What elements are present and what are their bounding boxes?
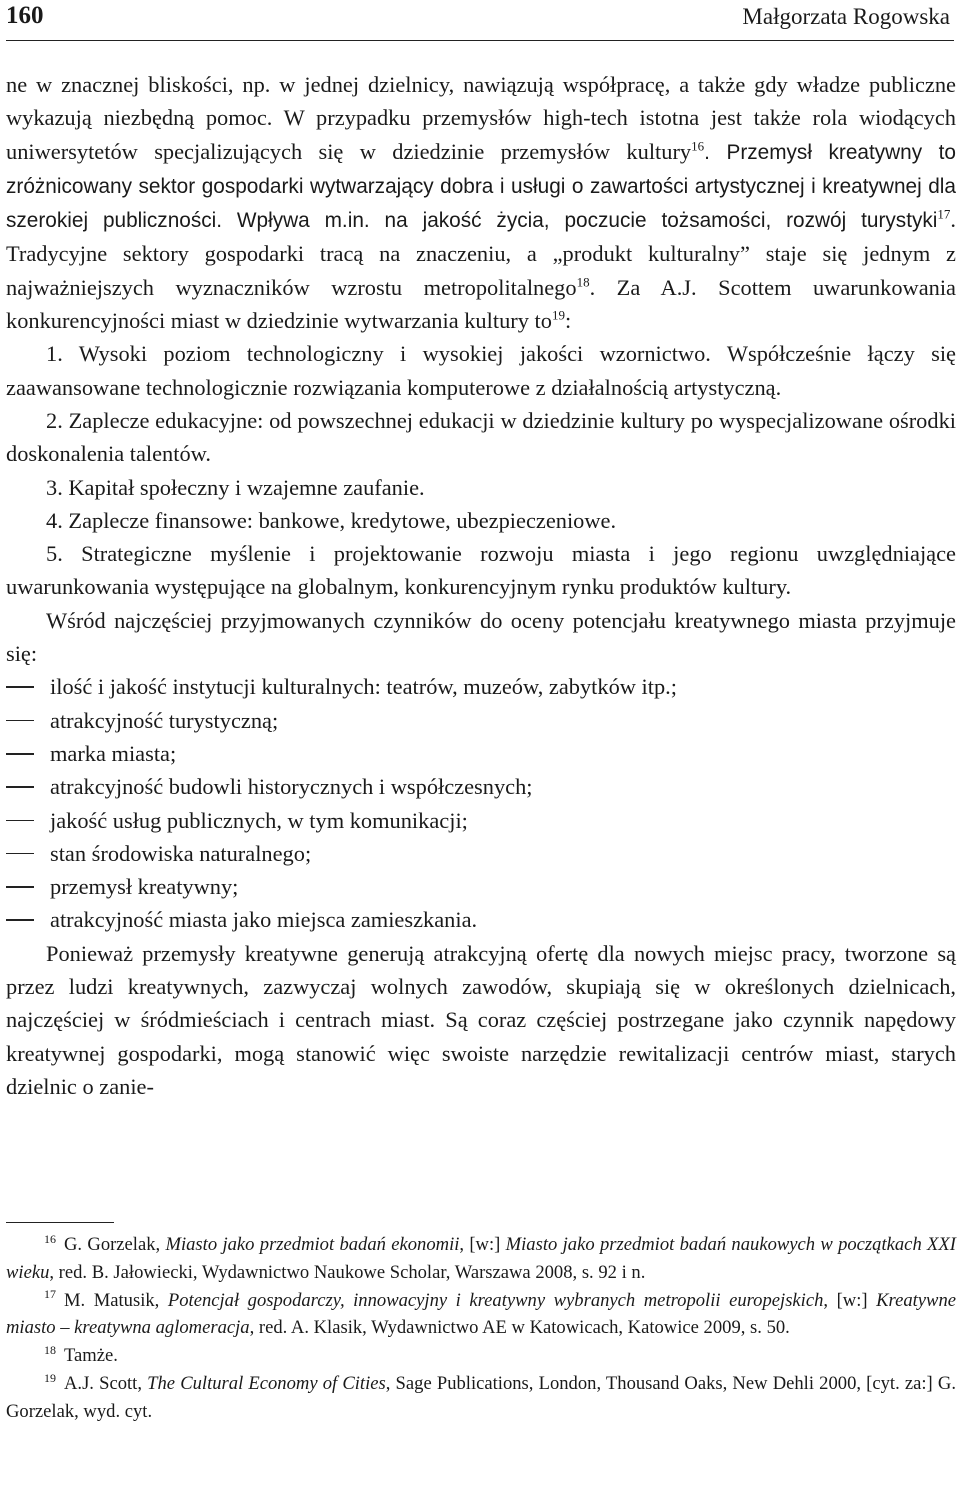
footnote-text: , [w:] bbox=[823, 1289, 877, 1311]
footnote-ref[interactable]: 19 bbox=[551, 307, 565, 323]
footnote-17 bbox=[6, 1287, 956, 1343]
dash-list-item bbox=[6, 804, 956, 837]
text-segment: . Przemysł kreatywny to zróżnicowany sektor gospodarki wytwarzający dobra i usługi o zawartości artystycznej i kreatywnej dla szerokiej publiczności. Wpływa m.in. na jakość życia, poczucie tożsamości, rozwój turystyki bbox=[6, 140, 956, 233]
dash-list-item bbox=[6, 737, 956, 770]
dash-bullet-icon bbox=[6, 753, 34, 755]
footnote-title: Miasto jako przedmiot badań ekonomii bbox=[165, 1234, 460, 1255]
footnote-number: 17 bbox=[44, 1287, 56, 1302]
dash-bullet-icon bbox=[6, 820, 34, 822]
dash-bullet-icon bbox=[6, 720, 34, 722]
dash-list-item bbox=[6, 670, 956, 703]
dash-list-item-text: ilość i jakość instytucji kulturalnych: teatrów, muzeów, zabytków itp.; bbox=[50, 674, 678, 700]
footnote-ref[interactable]: 16 bbox=[691, 138, 705, 154]
footnote-title: Potencjał gospodarczy, innowacyjny i kreatywny wybranych metropolii europejskich bbox=[167, 1289, 824, 1311]
dash-list-item bbox=[6, 903, 956, 936]
footnote-text: G. Gorzelak, bbox=[64, 1234, 166, 1255]
footnote-title: Kreatywne miasto – kreatywna aglomeracja bbox=[6, 1289, 956, 1339]
footnote-title: Miasto jako przedmiot badań naukowych w początkach XXI wieku bbox=[6, 1234, 956, 1283]
footnote-number: 19 bbox=[44, 1370, 56, 1385]
page-number: 160 bbox=[6, 2, 44, 29]
dash-list-item-text: jakość usług publicznych, w tym komunikacji; bbox=[50, 807, 468, 833]
footnote-text: , Sage Publications, London, Thousand Oaks, New Dehli 2000, [cyt. za:] G. Gorzelak, wyd. cyt. bbox=[6, 1372, 956, 1422]
footnote-18 bbox=[6, 1342, 956, 1370]
footnote-text: A.J. Scott, bbox=[64, 1372, 148, 1394]
dash-list-item-text: stan środowiska naturalnego; bbox=[50, 840, 312, 866]
text-segment: : bbox=[564, 308, 572, 334]
text-segment: . Tradycyjne sektory gospodarki tracą na znaczeniu, a „produkt kulturalny” staje się jednym z najważniejszych wyznaczników wzrostu metropolitalnego bbox=[6, 207, 956, 300]
dash-list-item-text: atrakcyjność budowli historycznych i współczesnych; bbox=[50, 774, 533, 800]
footnote-number: 16 bbox=[44, 1231, 56, 1246]
dash-list-item-text: atrakcyjność turystyczną; bbox=[50, 707, 279, 733]
footnote-ref[interactable]: 17 bbox=[937, 206, 951, 222]
dash-bullet-icon bbox=[6, 886, 34, 888]
running-author: Małgorzata Rogowska bbox=[742, 4, 950, 29]
dash-list-item-text: marka miasta; bbox=[50, 740, 177, 766]
running-header bbox=[6, 0, 954, 41]
footnote-text: , [w:] bbox=[459, 1234, 506, 1255]
dash-list-item-text: atrakcyjność miasta jako miejsca zamieszkania. bbox=[50, 907, 478, 933]
main-text bbox=[6, 68, 956, 1103]
footnote-text: , red. A. Klasik, Wydawnictwo AE w Katowicach, Katowice 2009, s. 50. bbox=[249, 1317, 790, 1339]
footnote-title: The Cultural Economy of Cities bbox=[147, 1372, 386, 1394]
numbered-item: 1. Wysoki poziom technologiczny i wysokiej jakości wzornictwo. Współcześnie łączy się zaawansowane technologicznie rozwiązania komputerowe z działalnością artystyczną. bbox=[6, 341, 956, 400]
footnote-19 bbox=[6, 1370, 956, 1426]
numbered-item: 4. Zaplecze finansowe: bankowe, kredytowe, ubezpieczeniowe. bbox=[46, 507, 617, 533]
numbered-item: 3. Kapitał społeczny i wzajemne zaufanie. bbox=[46, 474, 425, 500]
footnote-16 bbox=[6, 1231, 956, 1287]
footnote-text: M. Matusik, bbox=[64, 1289, 168, 1311]
text-segment: ne w znacznej bliskości, np. w jednej dzielnicy, nawiązują współpracę, a także gdy władze publiczne wykazują niezbędną pomoc. W przypadku przemysłów high-tech istotna jest także rola wiodących uniwersytetów specjalizujących się w dziedzinie przemysłów kultury bbox=[6, 72, 956, 164]
paragraph-conclusion: Ponieważ przemysły kreatywne generują atrakcyjną ofertę dla nowych miejsc pracy, tworzone są przez ludzi kreatywnych, zazwyczaj wolnych zawodów, skupiają się w określonych dzielnicach, najczęściej w śródmieściach i centrach miast. Są coraz częściej postrzegane jako czynnik napędowy kreatywnej gospodarki, mogą stanowić więc swoiste narzędzie rewitalizacji centrów miast, starych dzielnic o zanie- bbox=[6, 940, 956, 1099]
dash-list-item bbox=[6, 704, 956, 737]
dash-bullet-icon bbox=[6, 853, 34, 855]
dash-list-item bbox=[6, 770, 956, 803]
dash-list-item bbox=[6, 837, 956, 870]
footnote-text: Tamże. bbox=[64, 1345, 118, 1367]
footnotes bbox=[6, 1231, 956, 1426]
footnote-text: , red. B. Jałowiecki, Wydawnictwo Naukowe Scholar, Warszawa 2008, s. 92 i n. bbox=[49, 1261, 646, 1283]
footnote-separator bbox=[6, 1222, 114, 1223]
dash-bullet-icon bbox=[6, 919, 34, 921]
dash-bullet-icon bbox=[6, 786, 34, 788]
numbered-item: 2. Zaplecze edukacyjne: od powszechnej edukacji w dziedzinie kultury po wyspecjalizowane ośrodki doskonalenia talentów. bbox=[6, 407, 956, 467]
paragraph-factors-intro: Wśród najczęściej przyjmowanych czynników do oceny potencjału kreatywnego miasta przyjmuje się: bbox=[6, 607, 956, 667]
footnote-ref[interactable]: 18 bbox=[576, 274, 590, 290]
dash-list-item bbox=[6, 870, 956, 903]
footnote-number: 18 bbox=[44, 1343, 56, 1357]
dash-bullet-icon bbox=[6, 686, 34, 688]
paragraph-intro bbox=[6, 68, 956, 337]
text-segment: . Za A.J. Scottem uwarunkowania konkurencyjności miast w dziedzinie wytwarzania kultury to bbox=[6, 274, 956, 334]
numbered-item: 5. Strategiczne myślenie i projektowanie rozwoju miasta i jego regionu uwzględniające uwarunkowania występujące na globalnym, konkurencyjnym rynku produktów kultury. bbox=[6, 541, 956, 600]
dash-list-item-text: przemysł kreatywny; bbox=[50, 874, 239, 900]
